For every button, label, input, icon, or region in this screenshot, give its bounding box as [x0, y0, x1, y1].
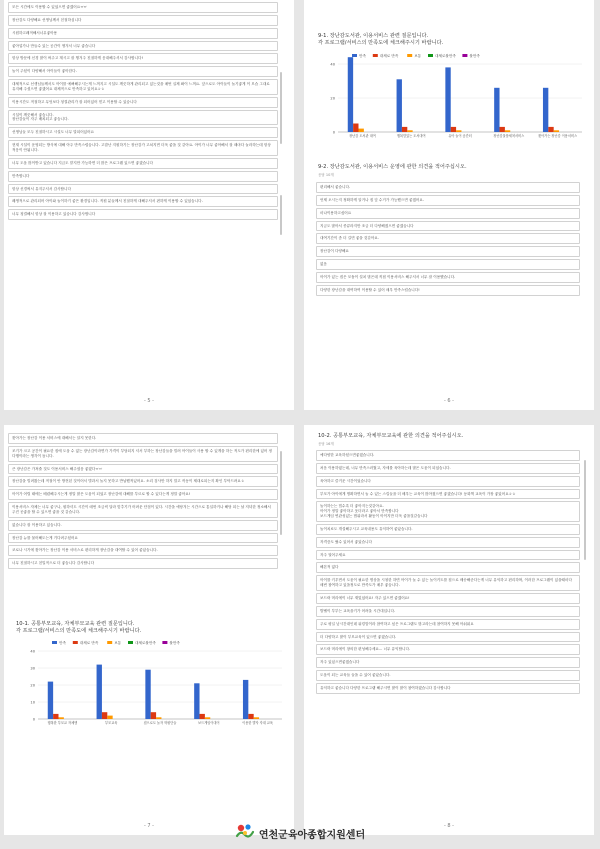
response-item: 발벨이 부부는 교육을기가 어려울 시간대입니다.	[316, 606, 580, 617]
legend-label: 대체로불만족	[135, 641, 156, 645]
page-number: - 7 -	[144, 823, 154, 829]
y-tick-label: 20	[30, 683, 35, 688]
bar	[358, 129, 363, 132]
scrollbar[interactable]	[280, 195, 282, 235]
legend-swatch	[73, 641, 78, 644]
bar	[500, 127, 505, 132]
response-item: 항상 신경써서 유지주셔서 감사합니다	[8, 184, 278, 195]
response-item: 언제 오시는지 정확하게 알거나 집 앞 수거가 가능했으면 좋겠어요.	[316, 195, 580, 206]
y-tick-label: 20	[330, 96, 335, 101]
bar	[548, 127, 553, 132]
x-tick-label: 집으로도 놀자 학원단들	[143, 721, 177, 725]
bar	[494, 88, 499, 132]
response-item: 자주 있었으면좋겠습니다	[316, 657, 580, 668]
bar	[445, 67, 450, 132]
response-item: 장난감을 빌려봤는데 적절이 안 방전된 것이어서 별과서 놀지 못하고 반납했적있어요. 소리 검사만 하지 말고 작동이 제대로되는지 확인 부탁드려요ㅎ	[8, 476, 278, 487]
response-list	[8, 2, 278, 222]
scrollbar[interactable]	[280, 451, 282, 535]
bar	[107, 716, 112, 719]
legend-label: 불만족	[169, 641, 180, 645]
bar	[554, 130, 559, 132]
response-item: 조기가 크고 공간이 필요한 집에 도움 수 없는 장난감이라면가 가격이 부담되지 셔서 부하는 장난감들을 빌려 아이들이 사용 할 수 있게을 하는 적도가 편리한에 있어 정 다행이라는 생각이 듭니다.	[8, 446, 278, 462]
response-item: 현재 시설이 운영되는 방식에 대해 아주 만족스럽습니다. 고맙난 지원하기는 장난감가 고쳐지면 더욱 좋을 것 같아요. 아이가 너무 좋아해서 잘 때마다 놀라하는데 항상 적응이 안됩니다.	[8, 140, 278, 156]
legend-swatch	[352, 54, 357, 57]
x-tick-label: 행복맘있는 도서대여	[396, 134, 426, 138]
response-item: 보드락 머리에이 창의한 편성해주세요... 너무 유익합니다.	[316, 644, 580, 655]
response-item: 자격증도 땄수 있어서 좋았습니다	[316, 537, 580, 548]
legend-swatch	[462, 54, 467, 57]
response-item: 코로나 시기에 찾아가는 장난감 이용 서비스로 편리하게 장난감을 대여할 수 있어 좋았습니다.	[8, 545, 278, 556]
response-item: 장난감도 다양해요 선생님께서 친절하십니다	[8, 15, 278, 26]
legend-label: 보통	[114, 641, 122, 645]
question-title: 10-1. 공통부모교육, 자체부모교육 관련 질문입니다. 각 프로그램/서비스의 만족도에 체크해주시기 바랍니다.	[16, 621, 142, 635]
response-item: 만족합니다	[8, 171, 278, 182]
bar	[205, 717, 210, 719]
legend-swatch	[428, 54, 433, 57]
y-tick-label: 0	[32, 717, 35, 722]
y-tick-label: 30	[30, 666, 35, 671]
page-number: - 8 -	[444, 823, 454, 829]
question-title: 9-1. 장난감도서관, 이용서비스 관련 질문입니다. 각 프로그램/서비스의 만족도에 체크해주시기 바랍니다.	[318, 33, 444, 47]
bar	[456, 130, 461, 132]
response-count: 응답 10개	[318, 173, 334, 177]
bar	[248, 714, 253, 719]
response-item: 아이가 어릴 때에는 배렴해주시는게 정말 많은 도움이 되었고 장난감에 대해를 부르로 할 수 있다는게 정말 좋아요!	[8, 489, 278, 500]
bar	[348, 57, 353, 132]
response-item: 해본적 없다	[316, 562, 580, 573]
legend-swatch	[128, 641, 133, 644]
bar	[402, 127, 407, 132]
legend-label: 대체로 만족	[379, 54, 399, 58]
bar	[543, 88, 548, 132]
bar	[194, 683, 199, 719]
page-5	[4, 0, 294, 410]
response-count: 응답 16개	[318, 442, 334, 446]
response-item: 편리해서 좋습니다.	[316, 182, 580, 193]
response-list	[316, 450, 580, 696]
legend-label: 보통	[414, 54, 422, 58]
bar	[156, 717, 161, 719]
legend-swatch	[52, 641, 57, 644]
response-item: 모든 시간에도 이용할 수 있었으면 좋겠어요ㅠㅠ	[8, 2, 278, 13]
bar	[407, 130, 412, 132]
response-item: 항상 방문에 신경 많이 써주고 계시고 잘 챙겨주 친절하게 응대해주셔서 감사합니다!	[8, 53, 278, 64]
legend-label: 만족	[359, 54, 366, 58]
y-tick-label: 40	[330, 62, 335, 67]
response-list	[8, 433, 278, 571]
response-item: 놀이 주셨이 다양해서 아이들이 좋아한다.	[8, 66, 278, 77]
legend-swatch	[107, 641, 112, 644]
response-item: 보드락 머리에이 너무 재밌었어요! 자주 있으면 좋겠어요!	[316, 593, 580, 604]
response-item: 아이가 있는 집은 모둠이 설치 많은데 직접 이용서비스 해주셔서 너무 잘 이용했습니다.	[316, 272, 580, 283]
question-title: 10-2. 공통부모교육, 자체부모교육에 관한 의견을 적어주십시오.	[318, 433, 464, 439]
x-tick-label: 장난감물품세척서비스	[493, 134, 525, 138]
legend-swatch	[407, 54, 412, 57]
satisfaction-chart	[12, 639, 288, 739]
response-item: 처음 이용하였는데, 너무 만족스러웠고, 자세를 육아하는데 많은 도움이 되었습니다.	[316, 463, 580, 474]
response-item: 너무 도움 많이받고 있습니다 지금도 맡지만 가능하면 더 많은 프로그램 있으면 좋겠습니다	[8, 158, 278, 169]
x-tick-label: 찾아가는 장난감 이용서비스	[538, 134, 578, 138]
x-tick-label: 행복한 부모교 자체엔	[47, 721, 78, 725]
response-item: 선생님들 모두 친절하시고 시설도 너무 말되어있어요	[8, 127, 278, 138]
question-title: 9-2. 장난감도서관, 이용서비스 운영에 관한 의견을 적어주십시오.	[318, 164, 467, 170]
x-tick-label: 장난감 도서관 대여	[349, 134, 376, 138]
bar	[254, 717, 259, 719]
legend-label: 대체로불만족	[435, 54, 456, 58]
response-item: 마나이용하고싶어요	[316, 208, 580, 219]
page-7	[4, 425, 294, 835]
bar	[97, 665, 102, 719]
response-item: 유익하고 좋습니다 다양한 프로그램 해주시면 많이 많이 참여하겠습니다 감사합니다	[316, 683, 580, 694]
response-item: 없음	[316, 259, 580, 270]
bar	[243, 680, 248, 719]
response-item: 이용서비스 자체는 너무 좋구나, 원하셔도 시간이 매번 조금씩 달라 맞추기가 어려운 단점이 있다. 시간을 애당겨는 시간으로 통일하거나 해당 되는 날 저녁한 정소해서 주진 곧좋을 할 수 있으면 좋을 것 같습니다.	[8, 502, 278, 518]
response-item: 너무 청결해서 항상 잘 이용하고 있습니다 감사합니다	[8, 209, 278, 220]
response-item: 다양한 장난감을 대여하여 이용할 수 있어 매우 만족스럽습니다!	[316, 285, 580, 296]
x-tick-label: 유아 놀이 공간터	[448, 134, 472, 138]
response-item: 큰 장난감은 가져줄 것도 이용서비스 해주셨음 좋겠다ㅠㅠ	[8, 464, 278, 475]
response-list	[316, 182, 580, 298]
chart-svg	[312, 52, 588, 152]
legend-label: 대체로 만족	[79, 641, 99, 645]
response-item: 좋아업가나 만들수 있는 공간이 생겨서 너무 좋습니다	[8, 41, 278, 52]
response-item: 아이를 키우면서 도움이 필요한 명상을 시청한 하면 아이가 놀 수 있는 놀이키트를 집으로 배송해준다는게 너무 유익하고 편리하며, 이러한 프로그램이 있을때마다 매번 참여하고 있을정도로 만족도가 매우 좋습니다.	[316, 575, 580, 591]
legend-label: 만족	[59, 641, 66, 645]
response-item: 장난감 뉴를 물어해도는게 기다려주셨어요	[8, 533, 278, 544]
x-tick-label: 보드게임이대이	[198, 721, 220, 725]
bar	[58, 717, 63, 719]
bar	[397, 79, 402, 132]
page-number: - 6 -	[444, 398, 454, 404]
scrollbar[interactable]	[584, 460, 586, 560]
response-item: 더 다양하고 많이 부모교육이 있으면 좋겠습니다.	[316, 632, 580, 643]
bar	[505, 130, 510, 132]
satisfaction-chart	[312, 52, 588, 152]
scrollbar[interactable]	[280, 72, 282, 144]
response-item: 자주 열어주세요	[316, 550, 580, 561]
org-name: 연천군육아종합지원센터	[258, 829, 366, 841]
page-6	[304, 0, 594, 410]
response-item: 시원하고쾌적해서너무좋아용	[8, 28, 278, 39]
response-item: 놀이하는는 법수록 더 좋아지는것같아요. 아이가 정말 좋아하고 웃더라고 좋아서 만족합니다 보드게임 연관성있는 범위라서 활동이 아이지만 더욱 좋을것같습니다	[316, 501, 580, 522]
bar	[53, 714, 58, 719]
response-item: 대여기간이 좀 더 길면 좋을 것같아요.	[316, 233, 580, 244]
footer	[0, 822, 600, 844]
bar	[102, 712, 107, 719]
bar	[145, 670, 150, 719]
response-item: 대체적으로 선생님들께서도 아이를 예뻐해주시는게 느껴지고 시설도 깨끗하게 관리되고 있는것을 매번 실제 봐이 느껴요. 앞으로도 아이들이 놀기좋게 이 모습 그대로 유지해 주셨으면 좋겠어요 대체적으로 만족하고 있어요ㅎㅎ	[8, 79, 278, 95]
x-tick-label: 부모교육	[105, 721, 118, 725]
bar	[151, 712, 156, 719]
y-tick-label: 40	[30, 649, 35, 654]
y-tick-label: 0	[332, 130, 335, 135]
y-tick-label: 10	[30, 700, 35, 705]
bar	[48, 682, 53, 719]
response-item: 도움이 되는 교육들 들을 수 있어 좋았습니다.	[316, 670, 580, 681]
center-logo-icon	[235, 822, 255, 844]
response-item: 이용시간도 적절하고 무엇보다 청결관리가 잘 되어있어 믿고 이용할 수 있습니다	[8, 97, 278, 108]
response-item: 없습니다 잘 이용하고 있습니다.	[8, 520, 278, 531]
response-item: 시설이 깨끗해서 좋습니다. 장난감들이 자주 배치되고 좋습니다.	[8, 110, 278, 126]
response-item: 장난감이 다양해요	[316, 246, 580, 257]
legend-label: 불만족	[469, 54, 480, 58]
bar	[451, 127, 456, 132]
response-item: 너무 친절하시고 친밀적으로 더 좋습니다 감사합니다	[8, 558, 278, 569]
legend-swatch	[373, 54, 378, 57]
chart-svg	[12, 639, 288, 739]
response-item: 쾌생적으로 관리되어 아이와 놀이하기 좋은 환경입니다. 직원 분들께서 친절하게 대해주셔서 편하게 이용할 수 있었습니다.	[8, 196, 278, 207]
response-item: 부모가 아이에게 명확하면서 놀 수 있는 스킬들을 더 배우는 교육이 많아졌으면 좋겠습니다! 동화책 교육이 가장 좋았어요ㅎㅎ	[316, 489, 580, 500]
response-item: 놀이치료도 개설해주시고 교육내용도 유익하여 좋았습니다.	[316, 524, 580, 535]
response-item: 육아하고 즐거운 시간이었습니다	[316, 476, 580, 487]
page-8	[304, 425, 594, 835]
response-item: 주로 평일 낮시간대인데 워킹맘이라 참여하고 싶은 프로그램도 많고라는데 참여하지 못해 아쉬워요	[316, 619, 580, 630]
page-number: - 5 -	[144, 398, 154, 404]
response-item: 찾아가는 장난감 이용 서비스에 대해서는 알지 못한다.	[8, 433, 278, 444]
x-tick-label: 이용한 발자 자대 교육	[242, 721, 273, 725]
response-item: 지금도 많아서 종류라지만 조금 더 다양해졌으면 좋겠습니다	[316, 221, 580, 232]
response-item: 예다양한 교육하셨으면좋겠습니다.	[316, 450, 580, 461]
legend-swatch	[162, 641, 167, 644]
bar	[353, 124, 358, 133]
bar	[200, 714, 205, 719]
